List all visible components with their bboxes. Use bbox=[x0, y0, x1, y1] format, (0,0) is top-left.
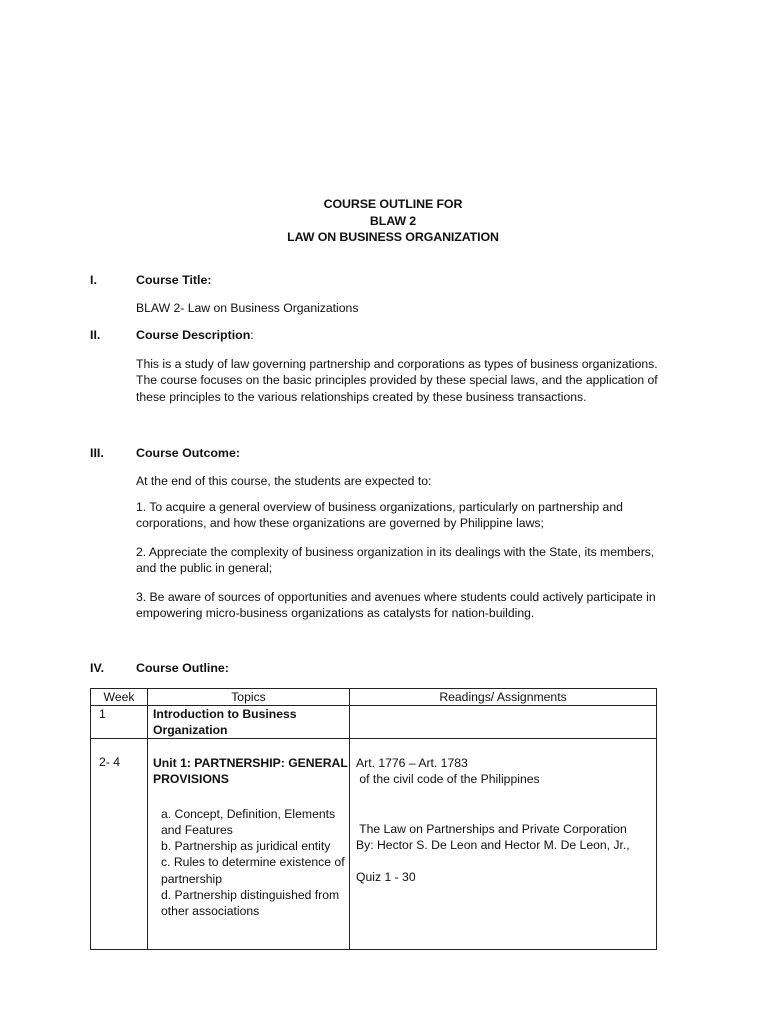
subtopic-list bbox=[153, 806, 349, 920]
week-cell: 2- 4 bbox=[91, 739, 148, 950]
outcome-item-1: 1. To acquire a general overview of business organizations, particularly on partnership and corporations, and how these organizations are governed by Philippine laws; bbox=[136, 500, 623, 531]
course-title-text: BLAW 2- Law on Business Organizations bbox=[136, 301, 359, 315]
readings-cell bbox=[350, 706, 657, 739]
subtopic-item: a. Concept, Definition, Elements and Features bbox=[161, 806, 336, 837]
course-outline-table bbox=[90, 688, 657, 950]
section-numeral: I. bbox=[90, 273, 97, 287]
section-heading: Course Outcome: bbox=[136, 446, 240, 460]
outcome-intro: At the end of this course, the students are expected to: bbox=[136, 474, 432, 488]
table-header-row bbox=[91, 689, 657, 706]
section-numeral: III. bbox=[90, 446, 104, 460]
column-header-topics: Topics bbox=[148, 689, 350, 706]
reading-reference: Art. 1776 – Art. 1783 bbox=[356, 756, 468, 770]
topic-cell bbox=[148, 739, 350, 950]
topic-cell: Introduction to Business Organization bbox=[148, 706, 350, 739]
reading-reference: The Law on Partnerships and Private Corporation bbox=[356, 821, 627, 836]
heading-colon: : bbox=[250, 328, 254, 342]
subtopic-item: c. Rules to determine existence of partnership bbox=[161, 855, 345, 886]
assignment-quiz: Quiz 1 - 30 bbox=[356, 870, 416, 885]
column-header-readings: Readings/ Assignments bbox=[350, 689, 657, 706]
heading-text: Course Description bbox=[136, 328, 251, 342]
table-row bbox=[91, 739, 657, 950]
document-title bbox=[0, 196, 768, 246]
week-cell: 1 bbox=[91, 706, 148, 739]
section-numeral: IV. bbox=[90, 661, 105, 675]
section-heading: Course Title: bbox=[136, 273, 212, 287]
reading-reference: of the civil code of the Philippines bbox=[356, 772, 540, 787]
title-line-3: LAW ON BUSINESS ORGANIZATION bbox=[287, 230, 499, 244]
unit-title: Unit 1: PARTNERSHIP: GENERAL PROVISIONS bbox=[153, 756, 348, 787]
reading-reference: By: Hector S. De Leon and Hector M. De Leon, Jr., bbox=[356, 837, 630, 852]
title-line-2: BLAW 2 bbox=[369, 213, 417, 228]
column-header-week: Week bbox=[91, 689, 148, 706]
title-line-1: COURSE OUTLINE FOR bbox=[323, 197, 463, 211]
course-description-text: This is a study of law governing partnership and corporations as types of business organizations. The course focuses on the basic principles provided by these special laws, and the application of these principles to the various relationships created by these business transactions. bbox=[136, 357, 658, 404]
section-numeral: II. bbox=[90, 328, 101, 342]
subtopic-item: d. Partnership distinguished from other associations bbox=[161, 888, 340, 919]
readings-cell bbox=[350, 739, 657, 950]
table-row bbox=[91, 706, 657, 739]
outcome-item-2: 2. Appreciate the complexity of business organization in its dealings with the State, its members, and the public in general; bbox=[136, 545, 655, 576]
section-heading: Course Outline: bbox=[136, 661, 229, 675]
outcome-item-3: 3. Be aware of sources of opportunities and avenues where students could actively participate in empowering micro-business organizations as catalysts for nation-building. bbox=[136, 590, 656, 621]
subtopic-item: b. Partnership as juridical entity bbox=[161, 839, 331, 854]
section-heading bbox=[136, 328, 254, 342]
